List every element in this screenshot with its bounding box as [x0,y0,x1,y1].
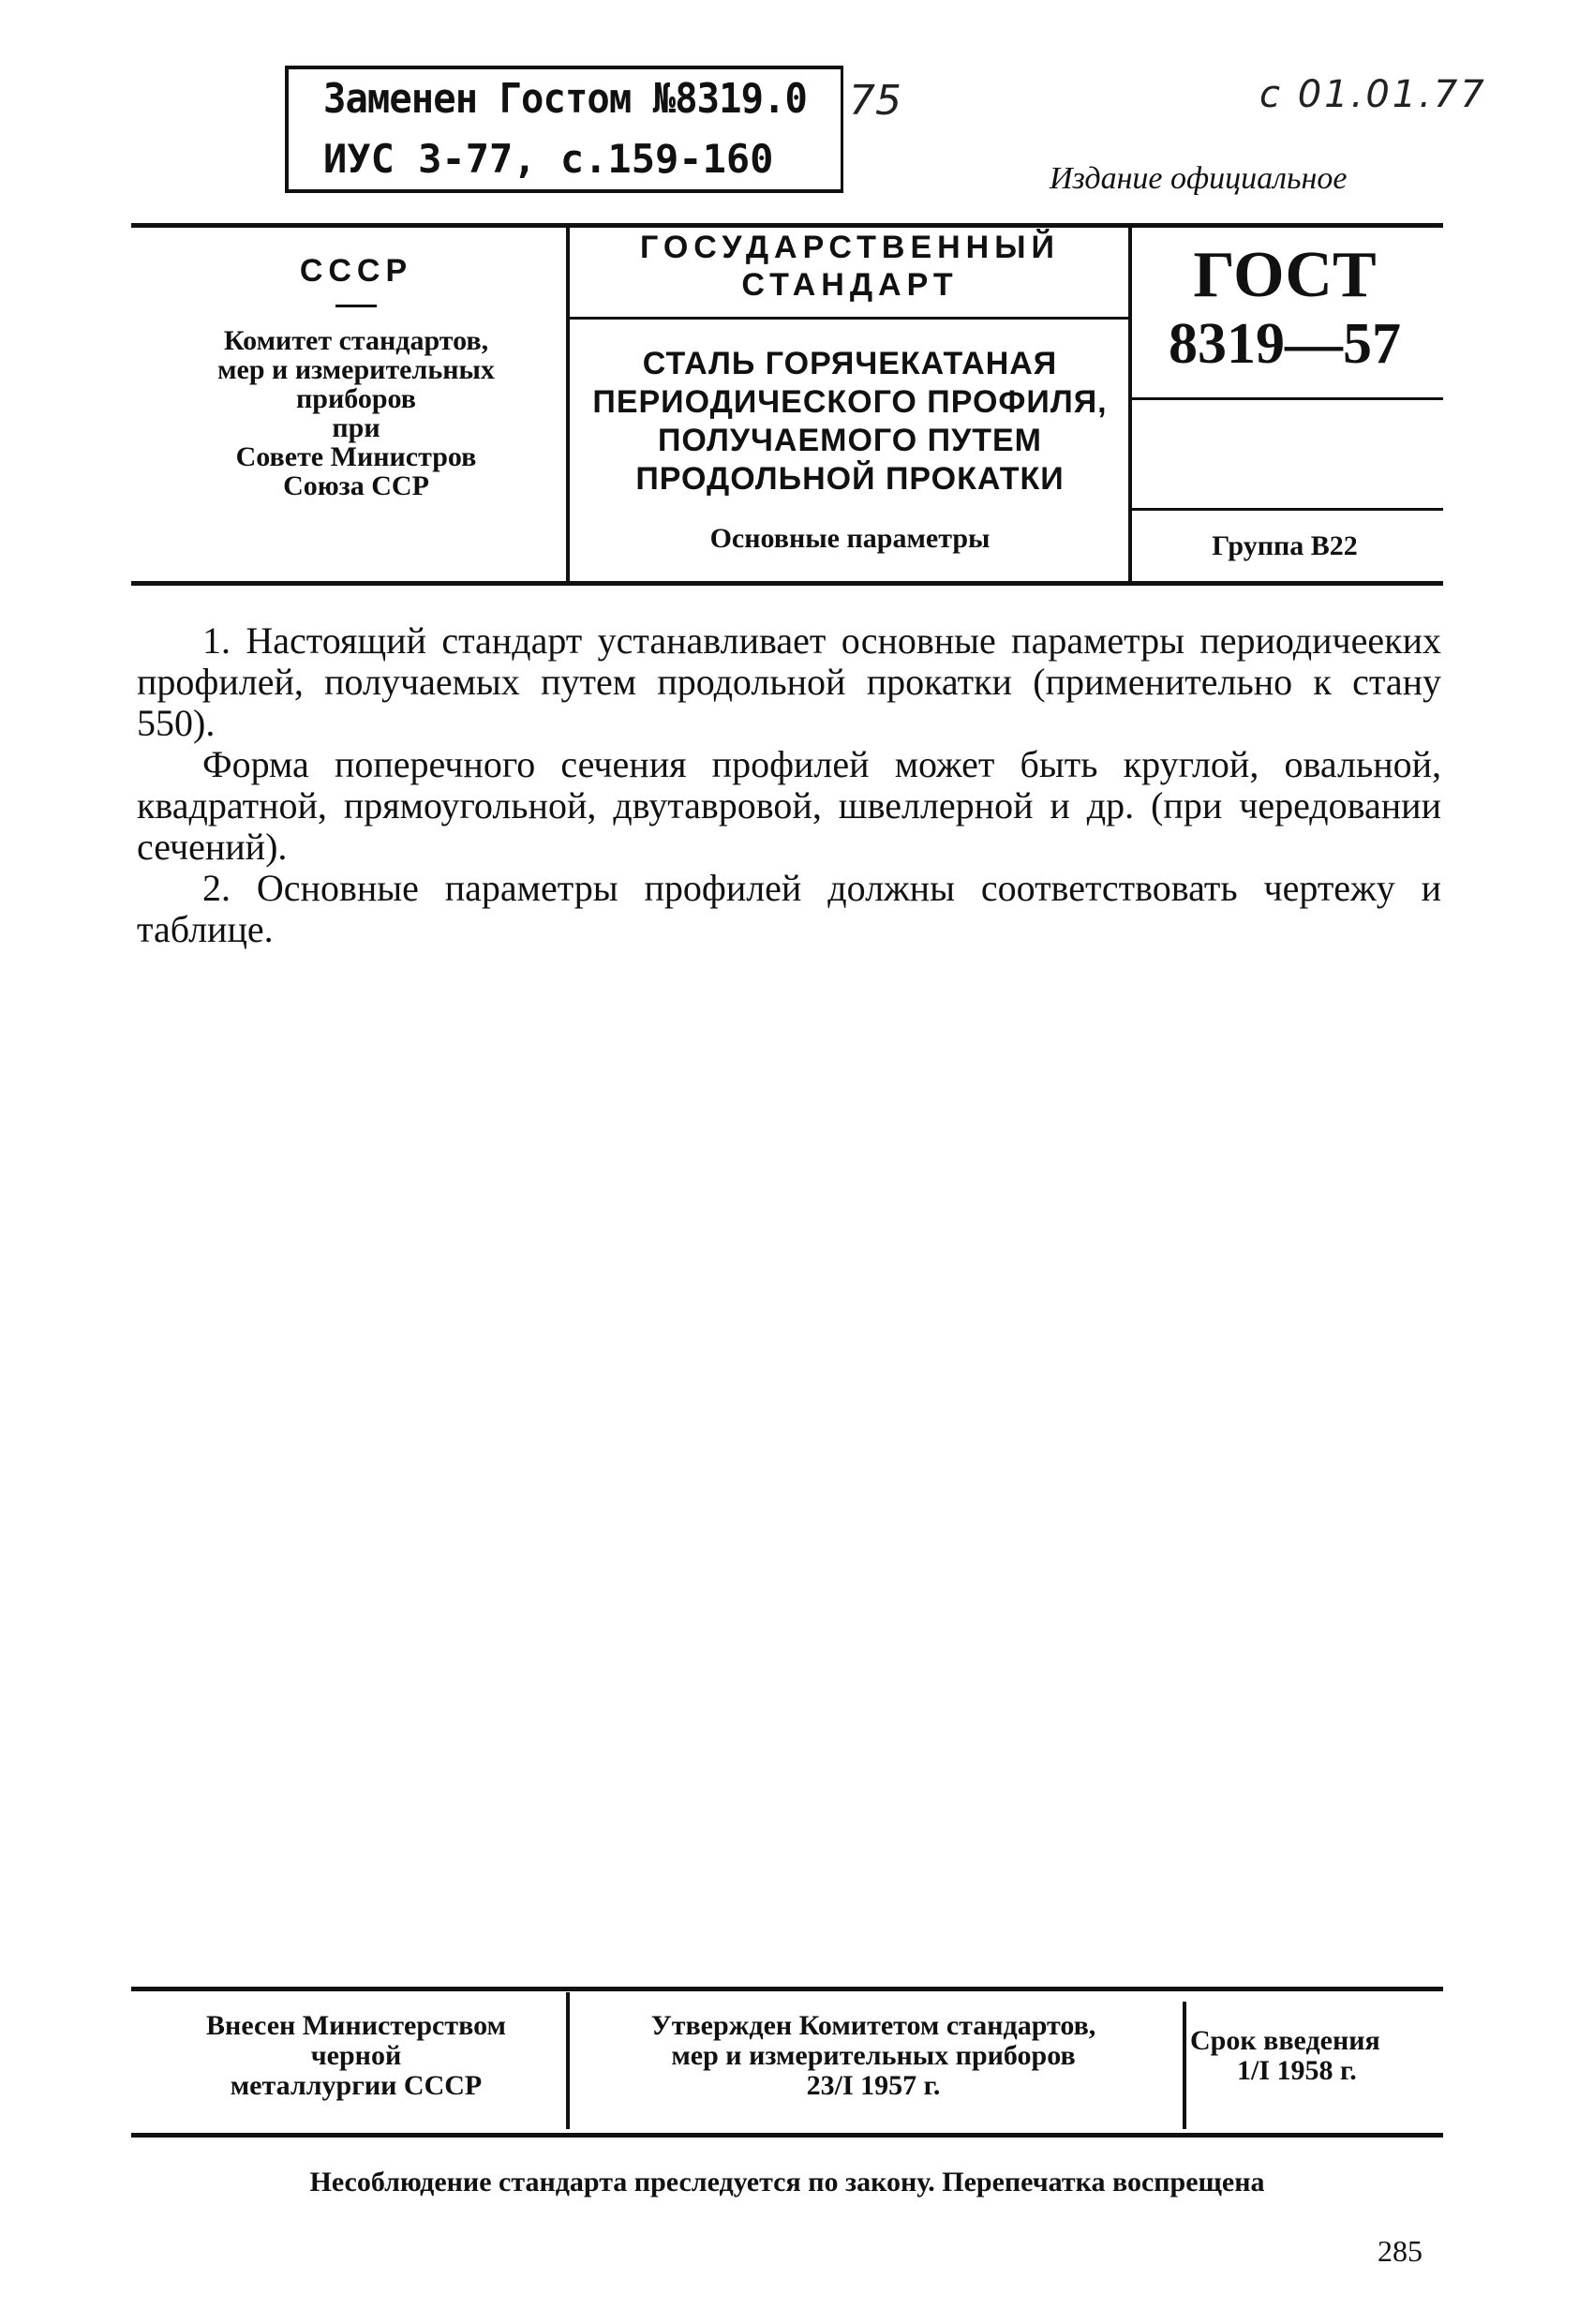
edition-label: Издание официальное [1050,161,1348,196]
approved-by [574,2011,1173,2101]
effective-line: 1/I 1958 г. [1237,2055,1357,2086]
committee-line: Союза ССР [283,470,429,501]
gost-number: 8319—57 [1169,312,1401,376]
stamp-ius-reference: ИУС 3-77, с.159-160 [323,136,774,182]
issuing-authority [131,253,581,500]
introduced-line: Внесен Министерством [206,2010,506,2041]
standard-type-line: СТАНДАРТ [741,267,959,303]
committee-name [131,326,581,500]
committee-line: Совете Министров [235,441,477,472]
country-label: СССР [299,253,413,289]
introduced-by [131,2011,581,2101]
introduced-line: металлургии СССР [230,2070,483,2101]
committee-line: Комитет стандартов, [223,325,489,356]
country-dash [335,305,377,307]
header-top-rule [131,223,1443,228]
effective-line: Срок введения [1190,2025,1380,2056]
paragraph: 2. Основные параметры профилей должны соответствовать чертежу и таблице. [137,867,1441,950]
body-text [137,620,1441,950]
classification-group: Группа В22 [1212,530,1358,561]
effective-date [1190,2026,1443,2086]
approved-line: 23/I 1957 г. [806,2070,941,2101]
header-bottom-rule [131,581,1443,586]
paragraph: 1. Настоящий стандарт устанавливает основные параметры периодичееких профилей, получаемых путем продольной прокатки (применительно к стану 550). [137,619,1441,744]
title-line: ПЕРИОДИЧЕСКОГО ПРОФИЛЯ, [592,384,1108,420]
footer-bottom-rule [131,2133,1443,2138]
header-divider-right [1128,228,1132,581]
approved-line: Утвержден Комитетом стандартов, [650,2010,1096,2041]
handwritten-date-note: с 01.01.77 [1259,73,1487,116]
paragraph: Форма поперечного сечения профилей может быть круглой, овальной, квадратной, прямоугольной, двутавровой, швеллерной и др. (при чередовании сечений). [137,743,1441,868]
committee-line: при [332,412,380,443]
standard-type [574,229,1126,304]
header-right-rule-2 [1132,508,1443,511]
standard-type-line: ГОСУДАРСТВЕННЫЙ [640,230,1060,265]
header-right-rule-1 [1132,397,1443,400]
standard-title [574,345,1126,499]
header-mid-rule [570,317,1128,320]
standard-subtitle: Основные параметры [709,523,991,554]
title-line: ПОЛУЧАЕМОГО ПУТЕМ [657,423,1042,458]
committee-line: приборов [296,383,416,414]
approved-line: мер и измерительных приборов [671,2040,1076,2071]
title-line: ПРОДОЛЬНОЙ ПРОКАТКИ [635,461,1065,497]
page-number: 285 [1378,2234,1423,2268]
law-notice: Несоблюдение стандарта преследуется по закону. Перепечатка воспрещена [309,2167,1265,2197]
introduced-line: черной [310,2040,402,2071]
stamp-handwritten-suffix: 75 [849,77,901,125]
footer-divider-right [1183,2002,1186,2129]
stamp-replaced-by: Заменен Гостом №8319.0 [323,75,807,123]
committee-line: мер и измерительных [217,354,495,385]
gost-label: ГОСТ [1193,239,1377,311]
footer-top-rule [131,1987,1443,1991]
title-line: СТАЛЬ ГОРЯЧЕКАТАНАЯ [642,346,1058,381]
